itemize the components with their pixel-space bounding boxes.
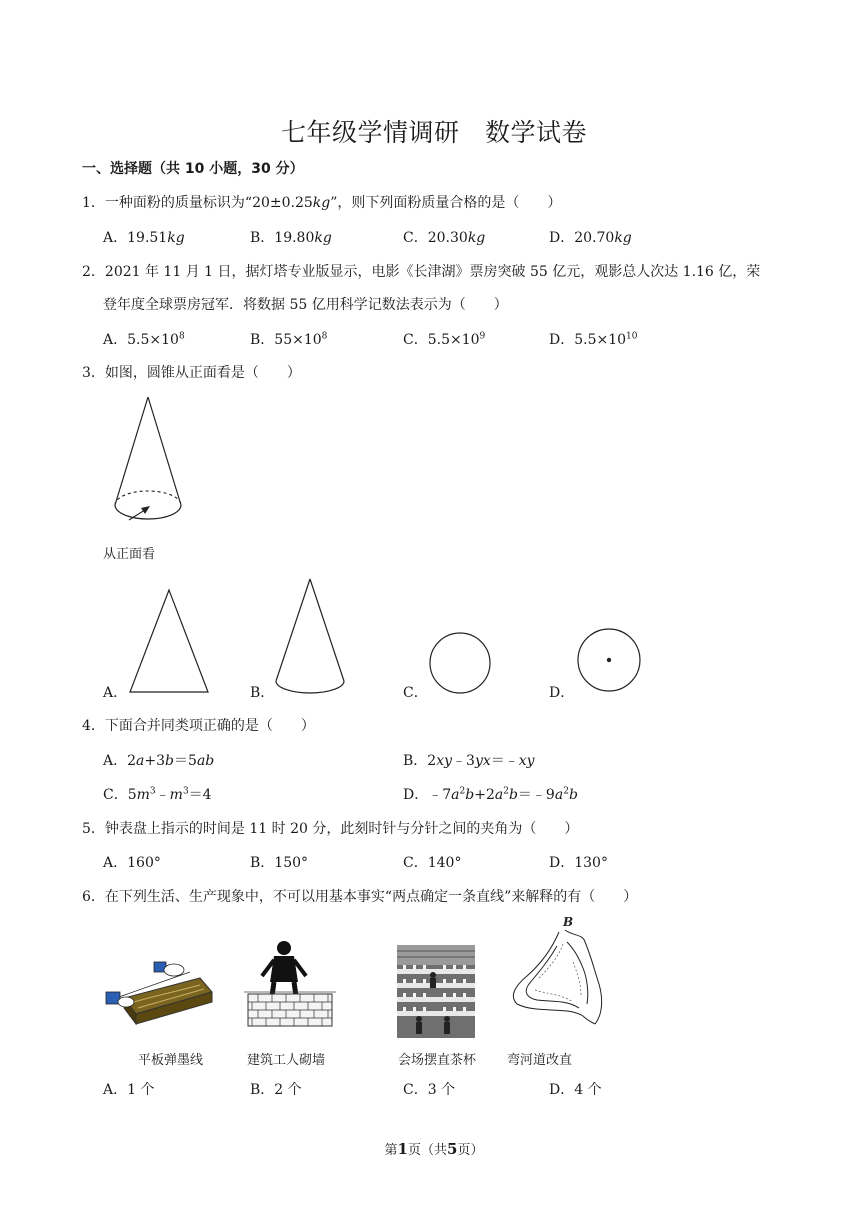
q4-option-b[interactable]: B．2xy﹣3yx＝﹣xy <box>403 753 535 769</box>
page-footer: 第1页（共5页） <box>384 1140 484 1158</box>
q3-option-b-label[interactable]: B． <box>250 685 275 701</box>
option-a-triangle-icon <box>128 588 210 694</box>
option-b-cone-outline-icon <box>272 577 348 695</box>
option-c-circle-icon <box>428 631 492 695</box>
caption-bricklayer: 建筑工人砌墙 <box>247 1053 326 1068</box>
q1-option-c[interactable]: C．20.30kg <box>403 230 486 246</box>
q6-option-d[interactable]: D．4 个 <box>549 1082 602 1098</box>
question-3-stem: 3．如图，圆锥从正面看是（ ） <box>82 365 301 381</box>
point-b-label: B <box>563 915 574 929</box>
question-6-stem: 6．在下列生活、生产现象中，不可以用基本事实“两点确定一条直线”来解释的有（ ） <box>82 889 638 905</box>
q2-option-a[interactable]: A．$5.5\times 10^8$ <box>103 331 185 348</box>
q3-option-a-label[interactable]: A． <box>103 685 128 701</box>
q4-option-c[interactable]: C．$5m^3﹣m^3=4$ <box>103 786 212 803</box>
q5-option-d[interactable]: D．130° <box>549 855 608 871</box>
page-title: 七年级学情调研 数学试卷 <box>280 118 587 147</box>
question-2-stem-line1: 2．2021 年 11 月 1 日，据灯塔专业版显示，电影《长津湖》票房突破 55 亿元，观影总人次达 1.16 亿，荣 <box>82 264 761 280</box>
q4-option-a[interactable]: A．2a+3b＝5ab <box>103 753 215 769</box>
caption-chalk-line: 平板弹墨线 <box>138 1053 204 1068</box>
q6-option-b[interactable]: B．2 个 <box>250 1082 302 1098</box>
bricklayer-wall-illustration <box>244 940 336 1030</box>
q2-option-b[interactable]: B．$55\times 10^8$ <box>250 331 328 348</box>
q2-option-c[interactable]: C．$5.5\times 10^9$ <box>403 331 486 348</box>
caption-teacups: 会场摆直茶杯 <box>398 1053 477 1068</box>
cone-figure <box>100 390 200 540</box>
q6-option-c[interactable]: C．3 个 <box>403 1082 456 1098</box>
chalk-line-board-illustration <box>104 958 216 1030</box>
question-2-stem-line2: 登年度全球票房冠军．将数据 55 亿用科学记数法表示为（ ） <box>103 297 508 313</box>
q2-option-d[interactable]: D．$5.5\times 10^{10}$ <box>549 331 638 348</box>
question-1-stem: 1．一种面粉的质量标识为“20±0.25kg”，则下列面粉质量合格的是（ ） <box>82 195 562 211</box>
river-straightening-illustration <box>503 912 611 1028</box>
question-5-stem: 5．钟表盘上指示的时间是 11 时 20 分，此刻时针与分针之间的夹角为（ ） <box>82 821 579 837</box>
q1-option-a[interactable]: A．19.51kg <box>103 230 185 246</box>
option-d-circle-with-dot-icon <box>575 628 643 694</box>
q5-option-a[interactable]: A．160° <box>103 855 161 871</box>
q3-option-d-label[interactable]: D． <box>549 685 575 701</box>
q1-option-d[interactable]: D．20.70kg <box>549 230 632 246</box>
q1-option-b[interactable]: B．19.80kg <box>250 230 332 246</box>
q6-option-a[interactable]: A．1 个 <box>103 1082 155 1098</box>
q4-option-d[interactable]: D．$﹣7a^2b+2a^2b=﹣9a^2b$ <box>403 786 578 803</box>
q5-option-b[interactable]: B．150° <box>250 855 309 871</box>
caption-river: 弯河道改直 <box>507 1053 573 1068</box>
section-heading: 一、选择题（共 10 小题，30 分） <box>82 161 304 177</box>
question-4-stem: 4．下面合并同类项正确的是（ ） <box>82 718 315 734</box>
conference-teacups-photo <box>397 945 475 1038</box>
q5-option-c[interactable]: C．140° <box>403 855 462 871</box>
figure-caption-front-view: 从正面看 <box>103 547 156 562</box>
q3-option-c-label[interactable]: C． <box>403 685 428 701</box>
